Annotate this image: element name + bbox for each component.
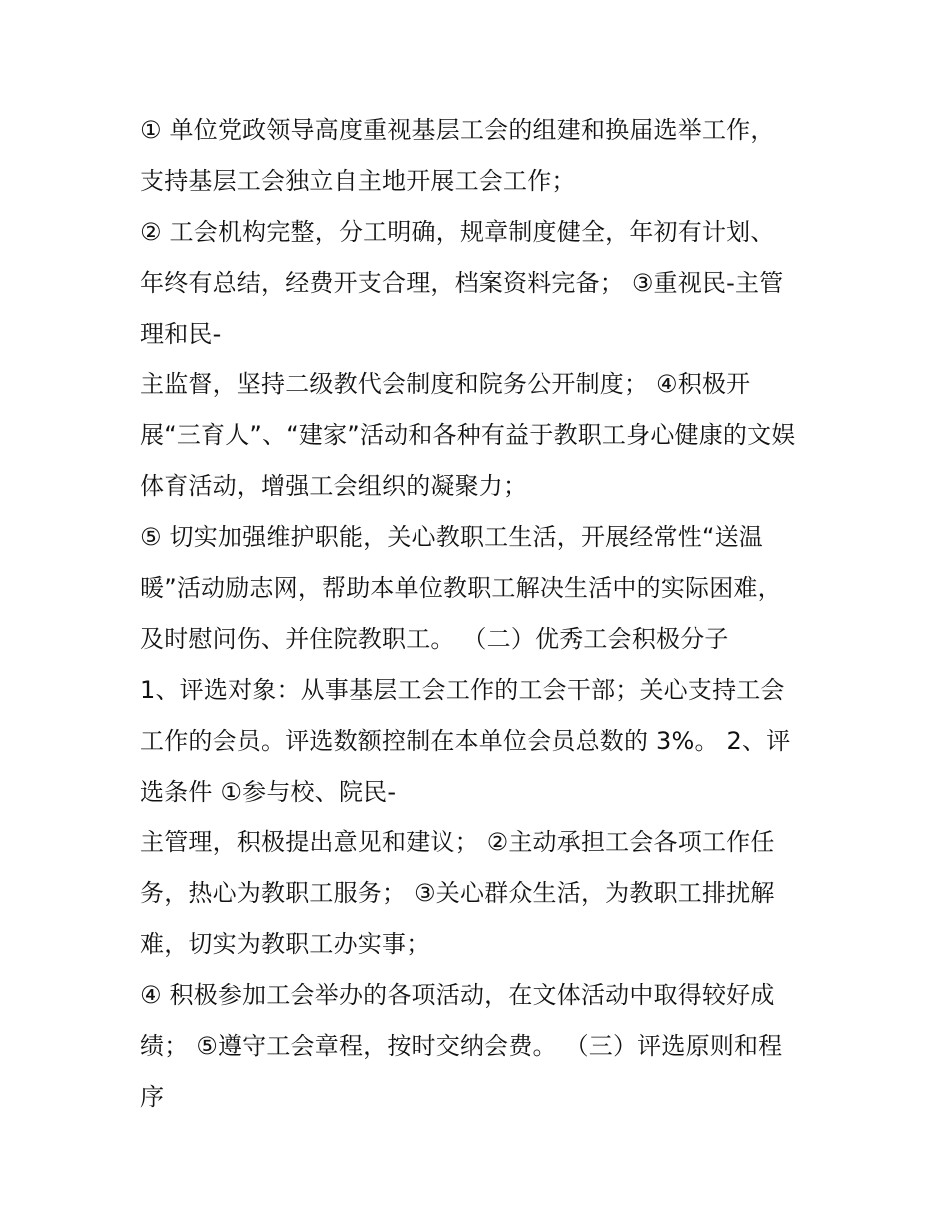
text-line: 绩； ⑤遵守工会章程，按时交纳会费。 （三）评选原则和程: [140, 1032, 783, 1061]
text-line: 务，热心为教职工服务； ③关心群众生活，为教职工排扰解: [140, 879, 775, 908]
text-line: 暖”活动励志网，帮助本单位教职工解决生活中的实际困难，: [140, 574, 782, 603]
text-line: 主监督，坚持二级教代会制度和院务公开制度； ④积极开: [140, 370, 751, 399]
text-line: ④ 积极参加工会举办的各项活动，在文体活动中取得较好成: [140, 981, 775, 1010]
text-line: 1、评选对象：从事基层工会工作的工会干部；关心支持工会: [140, 675, 785, 704]
text-line: 理和民-: [140, 319, 222, 348]
text-line: 工作的会员。评选数额控制在本单位会员总数的 3%。 2、评: [140, 726, 791, 755]
text-line: 及时慰问伤、并住院教职工。 （二）优秀工会积极分子: [140, 624, 729, 653]
text-line: 难，切实为教职工办实事；: [140, 930, 431, 959]
text-line: 年终有总结，经费开支合理，档案资料完备； ③重视民-主管: [140, 268, 784, 297]
text-line: 体育活动，增强工会组织的凝聚力；: [140, 472, 528, 501]
text-line: 展“三育人”、“建家”活动和各种有益于教职工身心健康的文娱: [140, 421, 796, 450]
text-line: 主管理，积极提出意见和建议； ②主动承担工会各项工作任: [140, 828, 775, 857]
text-line: ② 工会机构完整，分工明确，规章制度健全，年初有计划、: [140, 217, 775, 246]
text-line: 支持基层工会独立自主地开展工会工作；: [140, 166, 576, 195]
text-line: ① 单位党政领导高度重视基层工会的组建和换届选举工作，: [140, 116, 775, 144]
document-body: [140, 105, 840, 1123]
text-line: 序: [140, 1082, 165, 1111]
text-line: ⑤ 切实加强维护职能，关心教职工生活，开展经常性“送温: [140, 523, 763, 552]
text-line: 选条件 ①参与校、院民-: [140, 777, 397, 806]
